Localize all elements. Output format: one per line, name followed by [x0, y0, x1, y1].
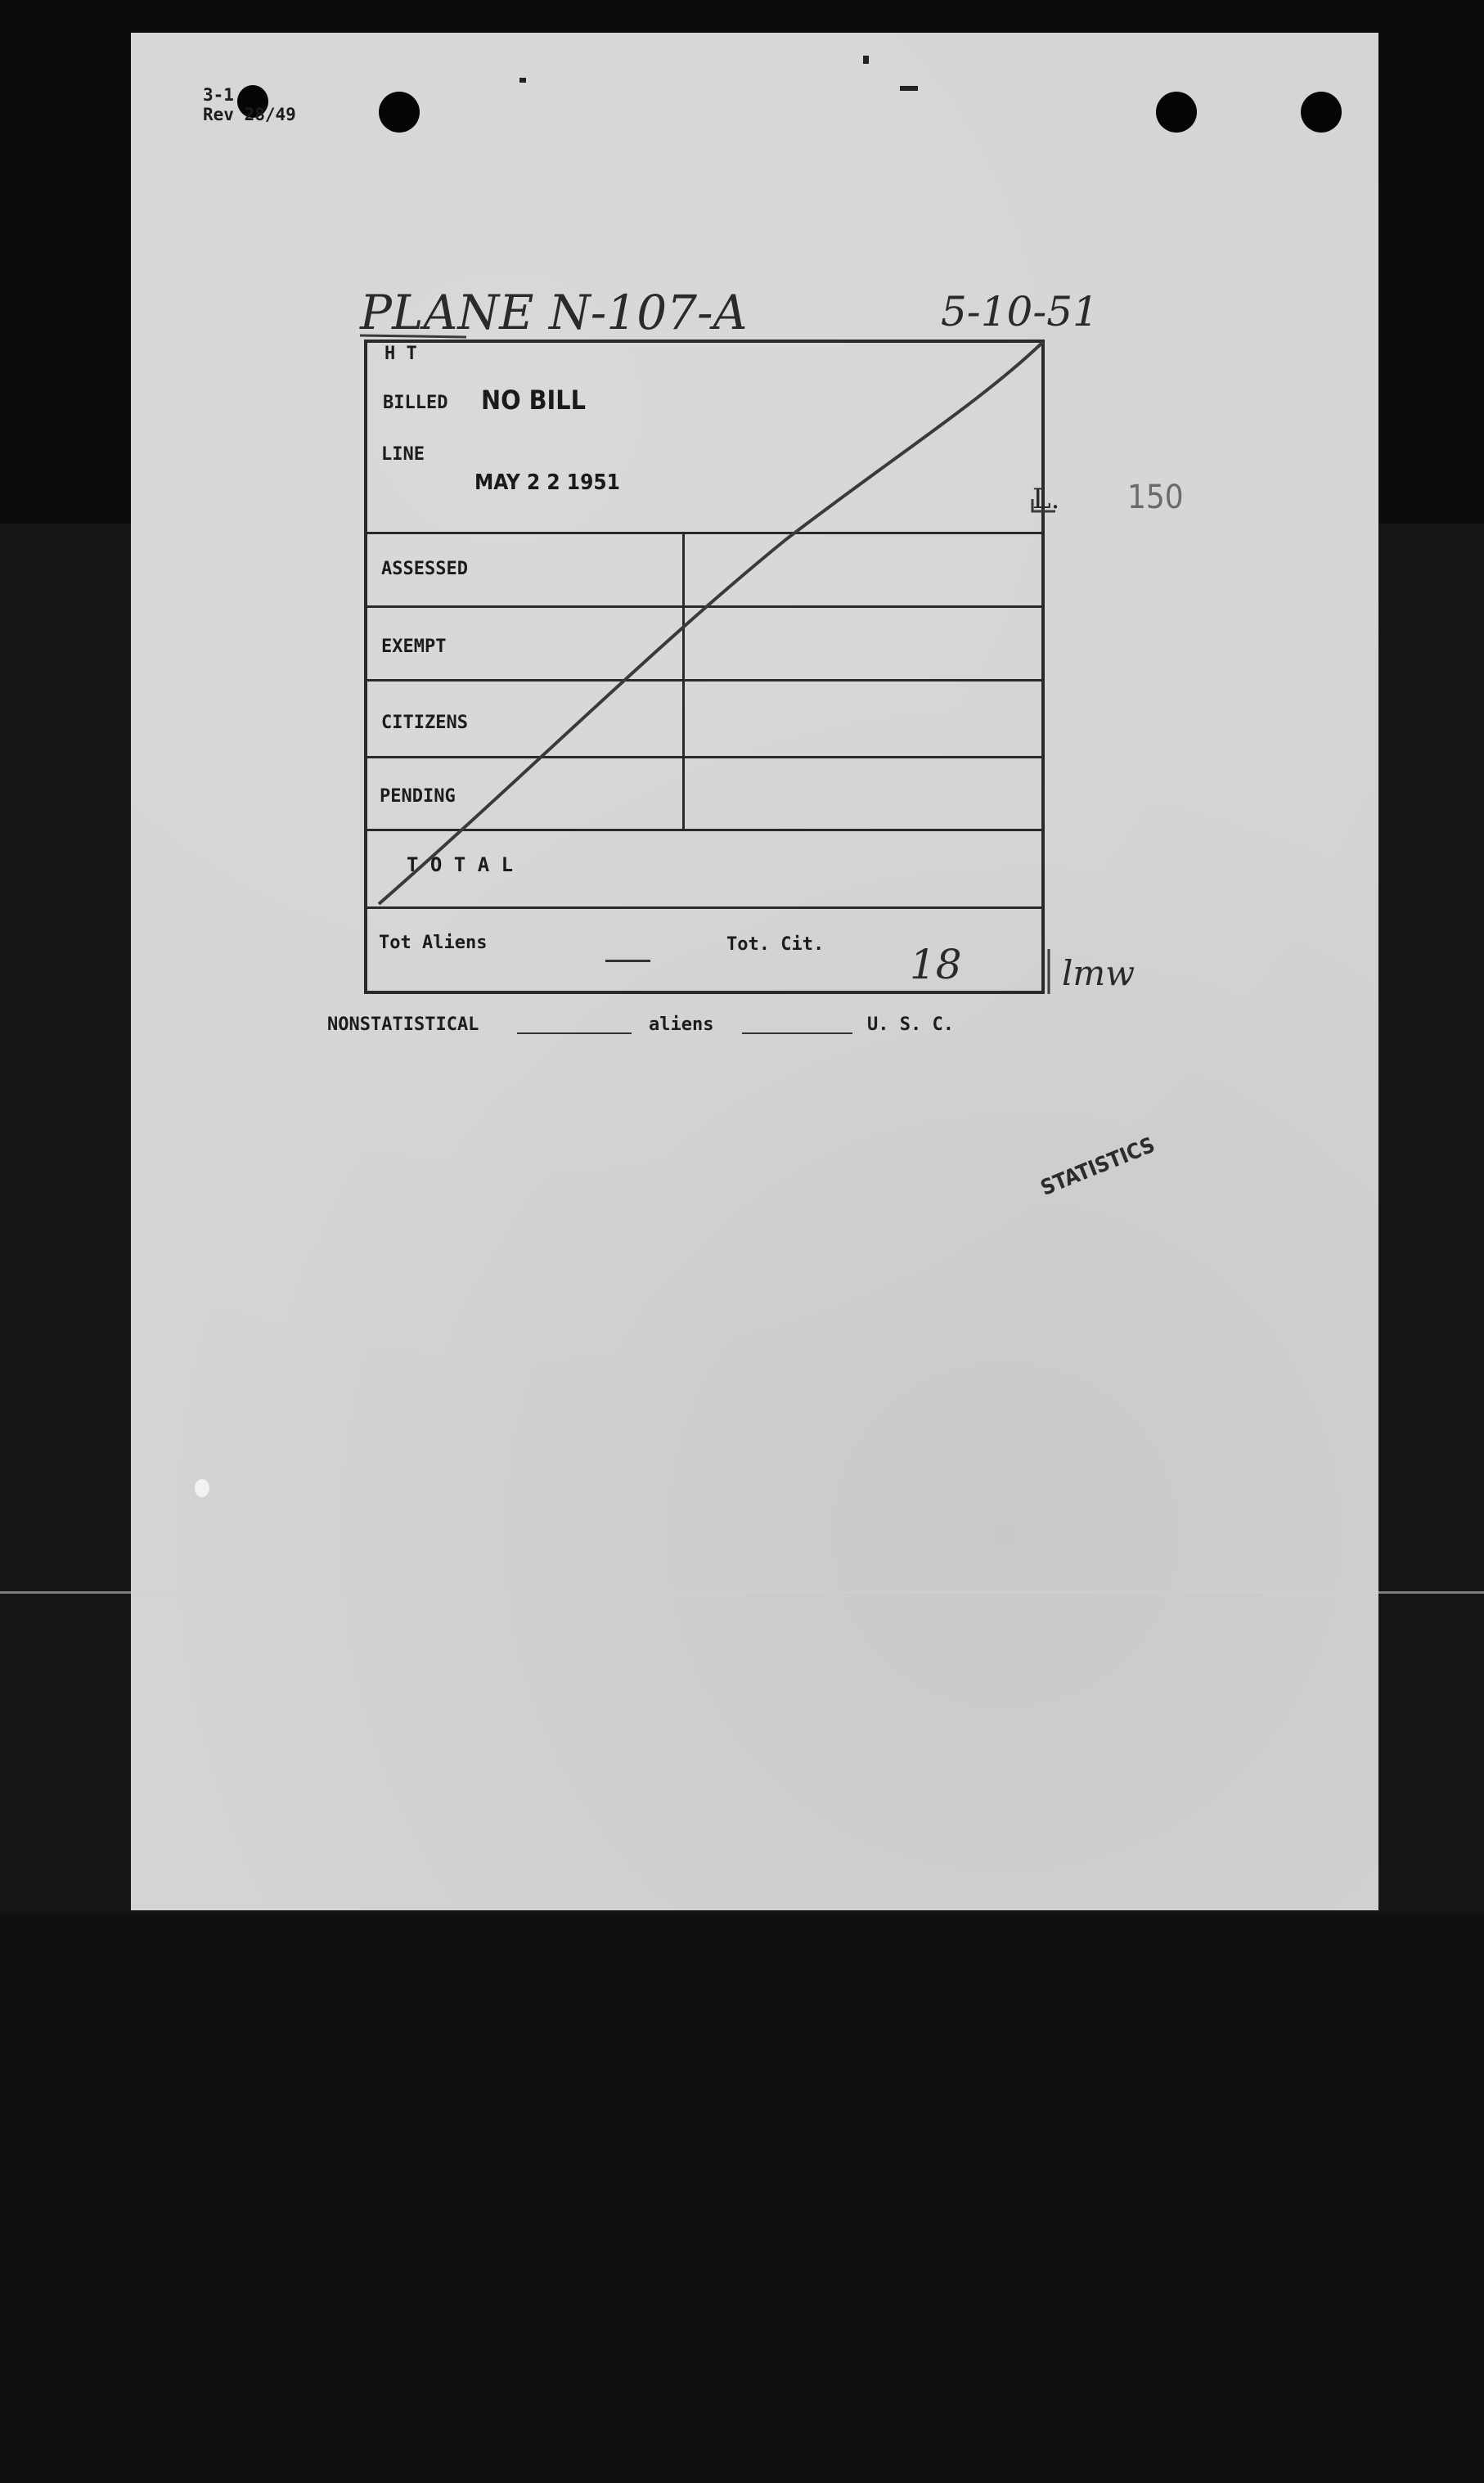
usc-label: U. S. C. — [867, 1014, 954, 1035]
plane-underline-stroke — [360, 335, 466, 337]
date-underline-stroke — [1032, 499, 1055, 511]
form-revision: Rev 28/49 — [203, 105, 296, 124]
citizens-label: CITIZENS — [381, 713, 468, 733]
statistics-stamp: STATISTICS — [1037, 1132, 1159, 1201]
count-handwritten: 18 — [910, 941, 962, 988]
assessed-label: ASSESSED — [381, 559, 468, 579]
exempt-label: EXEMPT — [381, 636, 447, 657]
initials-handwritten: lmw — [1062, 953, 1135, 993]
ht-label: H T — [384, 344, 417, 364]
dust-speck — [863, 56, 869, 64]
dust-speck — [519, 78, 526, 83]
total-label: T O T A L — [407, 853, 514, 876]
line-label: LINE — [381, 444, 425, 465]
side-number-150: 150 — [1127, 479, 1184, 516]
aliens-label: aliens — [649, 1014, 714, 1035]
margin-mark: L. — [1032, 483, 1060, 515]
tot-cit-label: Tot. Cit. — [726, 934, 825, 955]
date-handwritten: 5-10-51 — [941, 288, 1099, 335]
diagonal-cancel-stroke — [379, 342, 1043, 904]
dust-speck — [900, 86, 918, 91]
tot-aliens-label: Tot Aliens — [379, 933, 488, 953]
plane-number-handwritten: PLANE N-107-A — [360, 285, 748, 340]
billed-label: BILLED — [383, 393, 448, 413]
date-received-stamp: MAY 2 2 1951 — [474, 470, 620, 495]
no-bill-stamp: NO BILL — [481, 385, 586, 416]
nonstatistical-label: NONSTATISTICAL — [327, 1014, 479, 1035]
dust-speck — [195, 1479, 209, 1497]
form-number: 3-1 — [203, 85, 234, 105]
pending-label: PENDING — [380, 786, 456, 807]
